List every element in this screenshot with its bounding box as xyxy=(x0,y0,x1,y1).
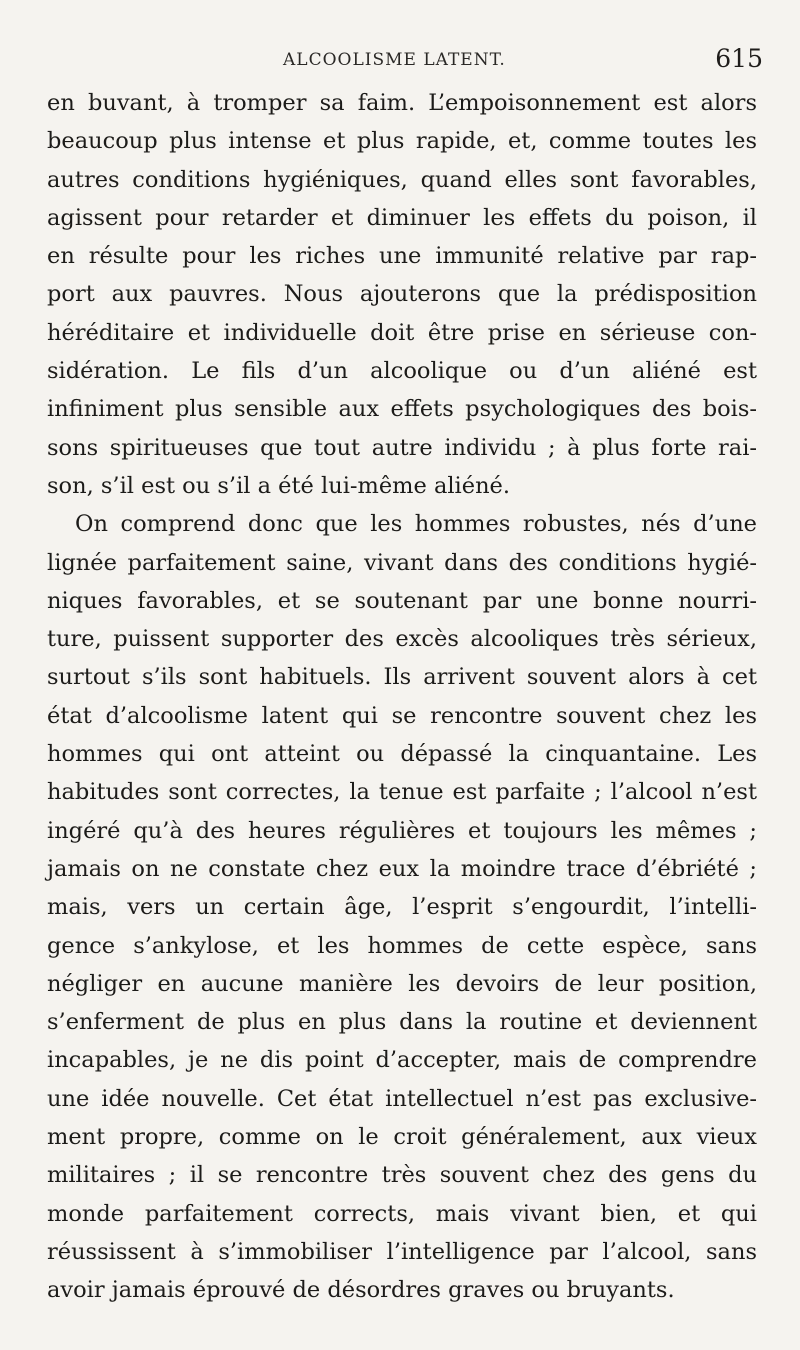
page-number: 615 xyxy=(715,44,763,73)
text-line: habitudes sont correctes, la tenue est parfaite ; l’alcool n’est xyxy=(47,779,757,806)
text-line: lignée parfaitement saine, vivant dans des conditions hygié- xyxy=(47,549,757,576)
text-line: jamais on ne constate chez eux la moindre trace d’ébriété ; xyxy=(47,855,757,882)
text-line: sons spiritueuses que tout autre individu ; à plus forte rai- xyxy=(47,434,757,461)
text-line: négliger en aucune manière les devoirs de leur position, xyxy=(47,970,757,997)
text-line: réussissent à s’immobiliser l’intelligence par l’alcool, sans xyxy=(47,1238,757,1265)
running-title: ALCOOLISME LATENT. xyxy=(283,50,506,70)
text-line: militaires ; il se rencontre très souvent chez des gens du xyxy=(47,1162,757,1189)
text-line: incapables, je ne dis point d’accepter, mais de comprendre xyxy=(47,1047,757,1074)
body-text xyxy=(47,84,757,1310)
text-line: gence s’ankylose, et les hommes de cette espèce, sans xyxy=(47,932,757,959)
text-line: niques favorables, et se soutenant par une bonne nourri- xyxy=(47,587,757,614)
text-line: héréditaire et individuelle doit être prise en sérieuse con- xyxy=(47,319,757,346)
text-line: sidération. Le fils d’un alcoolique ou d’un aliéné est xyxy=(47,358,757,385)
text-line: surtout s’ils sont habituels. Ils arrivent souvent alors à cet xyxy=(47,664,757,691)
text-line: monde parfaitement corrects, mais vivant bien, et qui xyxy=(47,1200,757,1227)
text-line: état d’alcoolisme latent qui se rencontre souvent chez les xyxy=(47,702,757,729)
running-head xyxy=(47,44,765,84)
text-line: ingéré qu’à des heures régulières et toujours les mêmes ; xyxy=(47,817,757,844)
text-line: mais, vers un certain âge, l’esprit s’engourdit, l’intelli- xyxy=(47,894,757,921)
text-line: ment propre, comme on le croit généralement, aux vieux xyxy=(47,1124,757,1151)
paragraph-end-line: avoir jamais éprouvé de désordres graves ou bruyants. xyxy=(47,1277,675,1304)
paragraph-end-line: son, s’il est ou s’il a été lui-même aliéné. xyxy=(47,472,511,499)
paragraph-first-line: On comprend donc que les hommes robustes, nés d’une xyxy=(75,511,757,538)
text-line: port aux pauvres. Nous ajouterons que la prédisposition xyxy=(47,281,757,308)
text-line: ture, puissent supporter des excès alcooliques très sérieux, xyxy=(47,626,757,653)
text-line: s’enferment de plus en plus dans la routine et deviennent xyxy=(47,1009,757,1036)
text-line: beaucoup plus intense et plus rapide, et, comme toutes les xyxy=(47,128,757,155)
text-line: en résulte pour les riches une immunité relative par rap- xyxy=(47,243,757,270)
text-line: autres conditions hygiéniques, quand elles sont favorables, xyxy=(47,166,757,193)
text-line: hommes qui ont atteint ou dépassé la cinquantaine. Les xyxy=(47,741,757,768)
text-line: en buvant, à tromper sa faim. L’empoisonnement est alors xyxy=(47,90,757,116)
text-line: agissent pour retarder et diminuer les effets du poison, il xyxy=(47,204,757,231)
text-line: une idée nouvelle. Cet état intellectuel n’est pas exclusive- xyxy=(47,1085,757,1112)
text-line: infiniment plus sensible aux effets psychologiques des bois- xyxy=(47,396,757,423)
